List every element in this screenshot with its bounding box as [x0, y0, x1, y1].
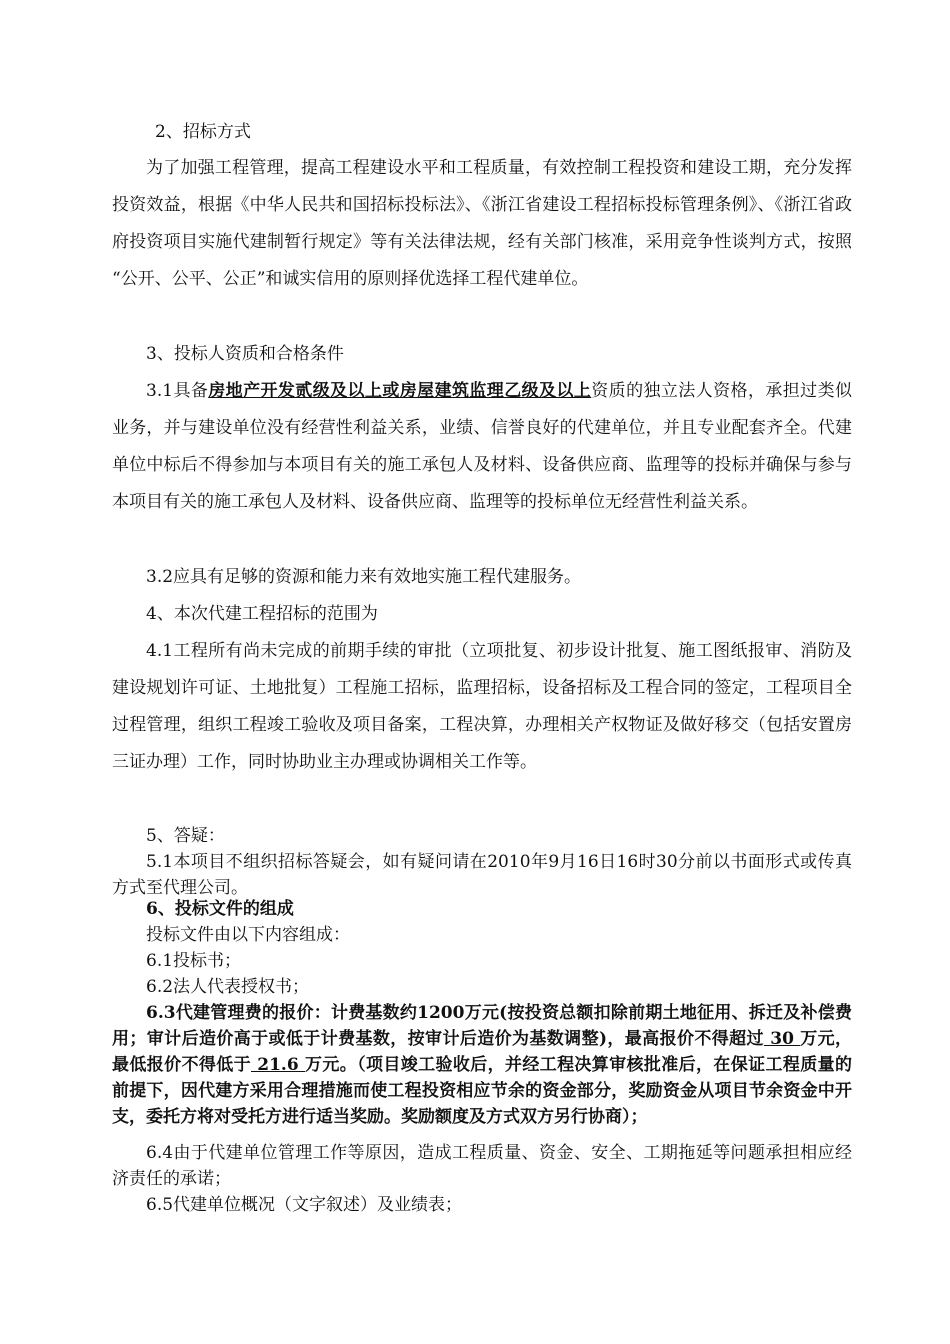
section-6-heading: 6、投标文件的组成: [146, 899, 294, 919]
p31-prefix: 3.1具备: [146, 381, 209, 401]
max-price: 30: [763, 1029, 801, 1049]
p31-rest: 资质的独立法人资格，承担过类似业务，并与建设单位没有经营性利益关系，业绩、信誉良好的代建单位，并且专业配套齐全。代建单位中标后不得参加与本项目有关的施工承包人及材料、设备供应商、监理等的投标并确保与参与本项目有关的施工承包人及材料、设备供应商、监理等的投标单位无经营性利益关系。: [112, 381, 852, 512]
section-3-heading: 3、投标人资质和合格条件: [146, 344, 344, 364]
p63-part-c: 万元。（项目竣工验收后，并经工程决算审核批准后，在保证工程质量的前提下，因代建方采用合理措施而使工程投资相应节余的资金部分，奖励资金从项目节余资金中开支，委托方将对受托方进行适当奖励。奖励额度及方式双方另行协商）；: [112, 1055, 853, 1127]
section-4-heading: 4、本次代建工程招标的范围为: [146, 604, 378, 624]
item-6-2: 6.2法人代表授权书；: [146, 977, 310, 997]
item-6-5: 6.5代建单位概况（文字叙述）及业绩表；: [146, 1195, 463, 1215]
section-2-body: 为了加强工程管理，提高工程建设水平和工程质量，有效控制工程投资和建设工期，充分发挥投资效益，根据《中华人民共和国招标投标法》、《浙江省建设工程招标投标管理条例》、《浙江省政府投资项目实施代建制暂行规定》等有关法律法规，经有关部门核准，采用竞争性谈判方式，按照 “公开、公平、公正”和诚实信用的原则择优选择工程代建单位。: [112, 158, 852, 289]
item-6-1: 6.1投标书；: [146, 951, 242, 971]
paragraph-4-1: 4.1工程所有尚未完成的前期手续的审批（立项批复、初步设计批复、施工图纸报审、消防及建设规划许可证、土地批复）工程施工招标，监理招标，设备招标及工程合同的签定，工程项目全过程管理，组织工程竣工验收及项目备案，工程决算，办理相关产权物证及做好移交（包括安置房三证办理）工作，同时协助业主办理或协调相关工作等。: [112, 641, 852, 772]
paragraph-5-1: 5.1本项目不组织招标答疑会，如有疑问请在2010年9月16日16时30分前以书面形式或传真方式至代理公司。: [112, 852, 852, 898]
section-5-heading: 5、答疑：: [146, 826, 225, 846]
section-2-heading: 2、招标方式: [155, 122, 251, 142]
min-price: 21.6: [250, 1055, 305, 1075]
paragraph-3-2: 3.2应具有足够的资源和能力来有效地实施工程代建服务。: [146, 567, 582, 587]
paragraph-3-1: [112, 373, 852, 521]
section-6-intro: 投标文件由以下内容组成：: [146, 925, 350, 945]
item-6-4: 6.4由于代建单位管理工作等原因，造成工程质量、资金、安全、工期拖延等问题承担相应经济责任的承诺；: [112, 1143, 852, 1189]
p63-part-a: 6.3代建管理费的报价：计费基数约1200万元(按投资总额扣除前期土地征用、拆迁及补偿费用；审计后造价高于或低于计费基数，按审计后造价为基数调整)，最高报价不得超过: [112, 1003, 852, 1049]
qualification-requirement: 房地产开发贰级及以上或房屋建筑监理乙级及以上: [208, 381, 592, 401]
p63-part-b: 万元，最低报价不得低于: [112, 1029, 853, 1075]
item-6-3: [112, 1000, 852, 1130]
